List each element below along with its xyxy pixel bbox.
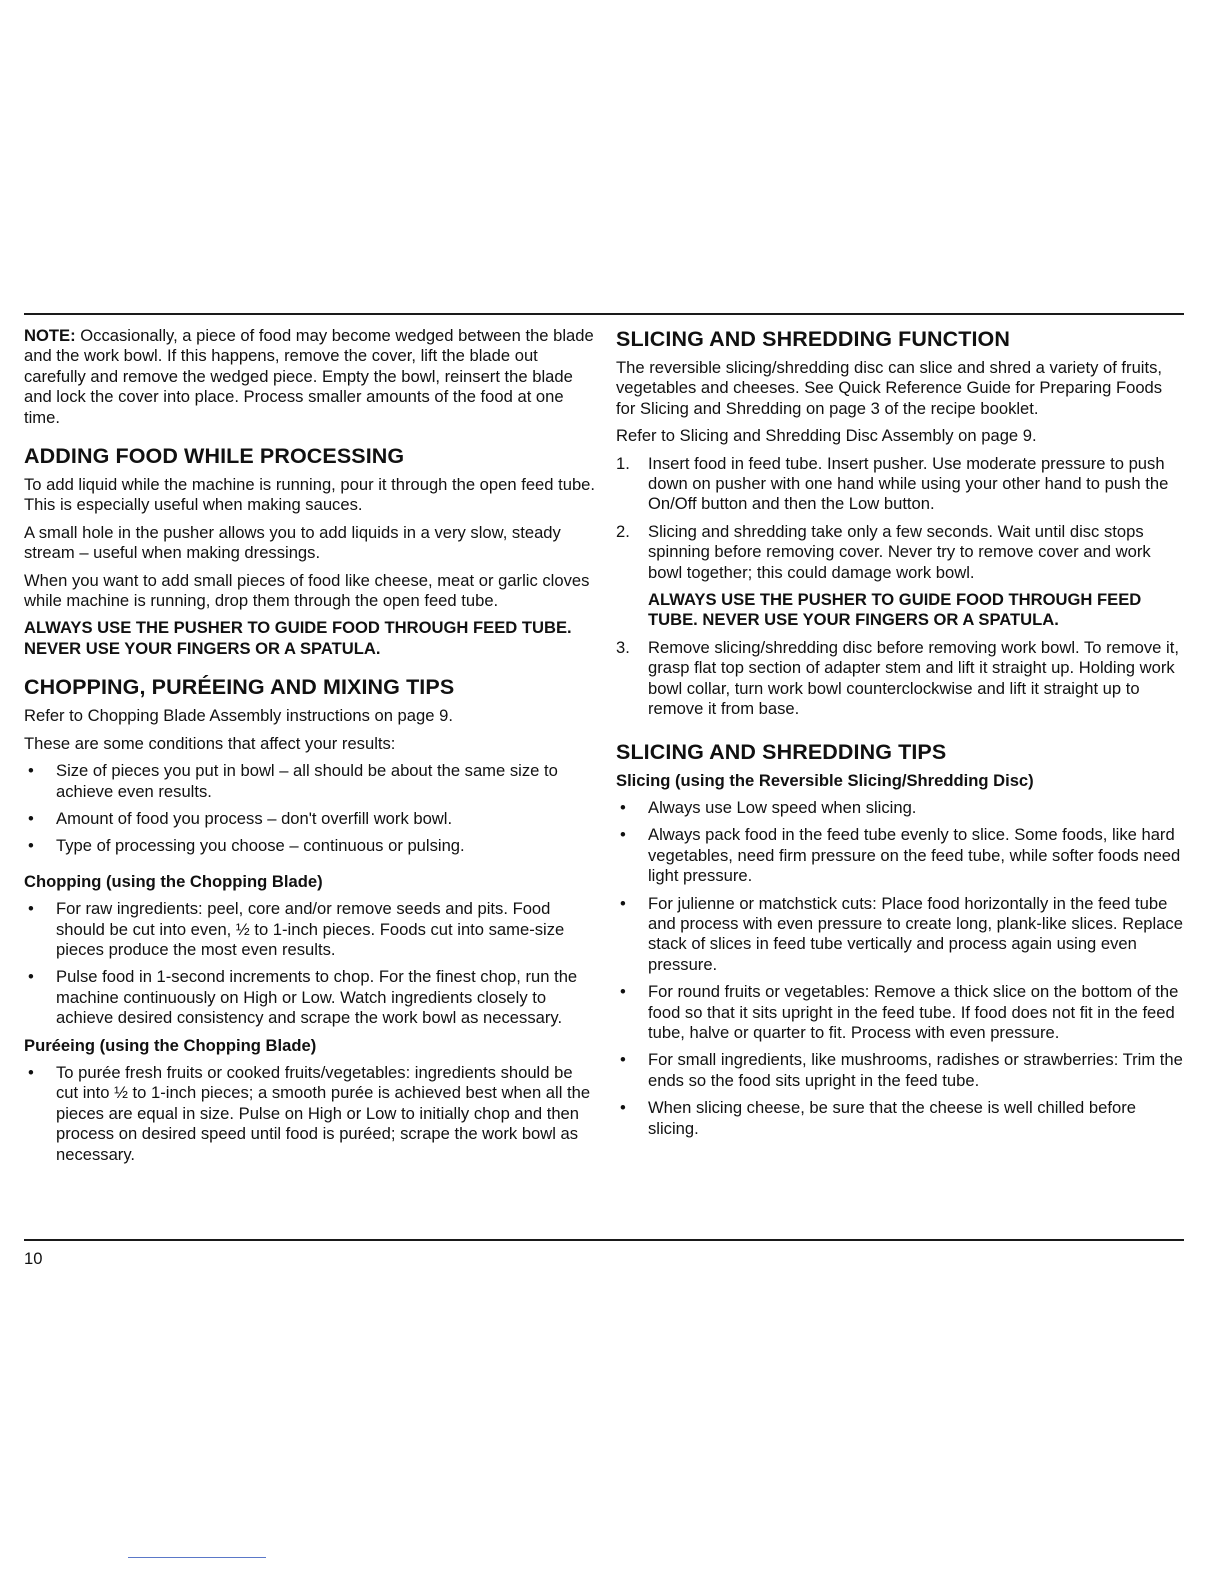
list-item: • For small ingredients, like mushrooms, radishes or strawberries: Trim the ends so the food sits upright in the feed tube. bbox=[620, 1050, 1183, 1090]
adding-paragraph-1: To add liquid while the machine is running, pour it through the open feed tube. This is especially useful when making sauces. bbox=[24, 475, 596, 515]
tips-list bbox=[616, 798, 1186, 1139]
list-item: • Always pack food in the feed tube evenly to slice. Some foods, like hard vegetables, need firm pressure on the feed tube, while softer foods need light pressure. bbox=[620, 825, 1181, 886]
list-item: • For round fruits or vegetables: Remove a thick slice on the bottom of the food so that it sits upright in the feed tube. If food does not fit in the feed tube, halve or quarter to fit. Process with even pressure. bbox=[620, 982, 1179, 1042]
list-item: • Type of processing you choose – continuous or pulsing. bbox=[28, 836, 465, 856]
bullet-icon: • bbox=[28, 967, 34, 987]
adding-paragraph-3: When you want to add small pieces of food like cheese, meat or garlic cloves while machine is running, drop them through the open feed tube. bbox=[24, 570, 590, 611]
bullet-icon: • bbox=[620, 1050, 626, 1070]
list-item: • To purée fresh fruits or cooked fruits/vegetables: ingredients should be cut into ½ to 1-inch pieces; a smooth purée is achieved best when all the pieces are equal in size. Pulse on High or Low to initially chop and then process on desired speed until food is puréed; scrape the work bowl as necessary. bbox=[28, 1062, 591, 1164]
list-item: • Always use Low speed when slicing. bbox=[620, 797, 917, 817]
list-item: • For raw ingredients: peel, core and/or remove seeds and pits. Food should be cut into even, ½ to 1-inch pieces. Foods cut into same-size pieces produce the most even results. bbox=[28, 899, 565, 959]
bullet-icon: • bbox=[28, 1062, 34, 1082]
chopping-list bbox=[24, 899, 596, 1028]
page-number: 10 bbox=[24, 1249, 43, 1268]
bullet-icon: • bbox=[28, 899, 34, 919]
bottom-rule bbox=[24, 1239, 1184, 1241]
left-column bbox=[24, 326, 596, 1172]
chopping-paragraph-1: Refer to Chopping Blade Assembly instructions on page 9. bbox=[24, 706, 453, 726]
bullet-icon: • bbox=[28, 808, 34, 828]
pureeing-list bbox=[24, 1063, 596, 1165]
pureeing-subheading: Puréeing (using the Chopping Blade) bbox=[24, 1035, 317, 1055]
slicing-tips-heading: SLICING AND SHREDDING TIPS bbox=[616, 739, 947, 764]
bullet-icon: • bbox=[620, 825, 626, 845]
list-item: • Size of pieces you put in bowl – all should be about the same size to achieve even results. bbox=[28, 761, 558, 801]
conditions-list bbox=[24, 761, 596, 857]
list-item: 2. Slicing and shredding take only a few seconds. Wait until disc stops spinning before removing cover. Never try to remove cover and work bowl together; this could damage work bowl. ALWAYS USE THE PUSHER TO GUIDE FOOD THROUGH FEED TUBE. NEVER USE YOUR FINGERS OR A SPATULA. bbox=[616, 522, 1186, 631]
step-warning: ALWAYS USE THE PUSHER TO GUIDE FOOD THROUGH FEED TUBE. NEVER USE YOUR FINGERS OR A SPATULA. bbox=[648, 590, 1142, 630]
list-item: • Amount of food you process – don't overfill work bowl. bbox=[28, 808, 453, 828]
list-item: 3. Remove slicing/shredding disc before removing work bowl. To remove it, grasp flat top section of adapter stem and lift it straight up. Holding work bowl collar, turn work bowl counterclockwise and lift it straight up to remove it from base. bbox=[616, 637, 1179, 719]
list-item: • Pulse food in 1-second increments to chop. For the finest chop, run the machine continuously on High or Low. Watch ingredients closely to achieve desired consistency and scrape the work bowl as necessary. bbox=[28, 967, 578, 1028]
function-paragraph-2: Refer to Slicing and Shredding Disc Assembly on page 9. bbox=[616, 426, 1037, 446]
right-column bbox=[616, 326, 1186, 1146]
adding-paragraph-2: A small hole in the pusher allows you to add liquids in a very slow, steady stream – useful when making dressings. bbox=[24, 522, 561, 563]
note-paragraph bbox=[24, 326, 596, 428]
footnote-rule bbox=[128, 1557, 266, 1558]
top-rule bbox=[24, 313, 1184, 315]
chopping-heading: CHOPPING, PURÉEING AND MIXING TIPS bbox=[24, 675, 455, 700]
bullet-icon: • bbox=[28, 761, 34, 781]
adding-warning: ALWAYS USE THE PUSHER TO GUIDE FOOD THROUGH FEED TUBE. NEVER USE YOUR FINGERS OR A SPATULA. bbox=[24, 618, 572, 658]
bullet-icon: • bbox=[28, 836, 34, 856]
step-number: 3. bbox=[616, 637, 630, 657]
step-number: 2. bbox=[616, 521, 630, 541]
list-item: • For julienne or matchstick cuts: Place food horizontally in the feed tube and process with even pressure to create long, plank-like slices. Replace stack of slices in feed tube vertically and process again using even pressure. bbox=[620, 893, 1183, 974]
bullet-icon: • bbox=[620, 797, 626, 817]
note-text: Occasionally, a piece of food may become wedged between the blade and the work bowl. If this happens, remove the cover, lift the blade out carefully and remove the wedged piece. Empty the bowl, reinsert the blade and lock the cover into place. Process smaller amounts of the food at one time. bbox=[24, 326, 594, 427]
steps-list bbox=[616, 454, 1186, 720]
bullet-icon: • bbox=[620, 982, 626, 1002]
note-label: NOTE: bbox=[24, 326, 76, 345]
slicing-function-heading: SLICING AND SHREDDING FUNCTION bbox=[616, 327, 1010, 351]
bullet-icon: • bbox=[620, 1098, 626, 1118]
adding-food-heading: ADDING FOOD WHILE PROCESSING bbox=[24, 444, 405, 469]
list-item: • When slicing cheese, be sure that the cheese is well chilled before slicing. bbox=[620, 1098, 1136, 1138]
list-item: 1. Insert food in feed tube. Insert pusher. Use moderate pressure to push down on pusher with one hand while using your other hand to push the On/Off button and then the Low button. bbox=[616, 453, 1169, 514]
slicing-subheading: Slicing (using the Reversible Slicing/Shredding Disc) bbox=[616, 770, 1034, 790]
chopping-paragraph-2: These are some conditions that affect your results: bbox=[24, 733, 396, 753]
function-paragraph-1: The reversible slicing/shredding disc can slice and shred a variety of fruits, vegetables and cheeses. See Quick Reference Guide for Preparing Foods for Slicing and Shredding on page 3 of the recipe booklet. bbox=[616, 358, 1163, 418]
chopping-subheading: Chopping (using the Chopping Blade) bbox=[24, 871, 323, 891]
step-number: 1. bbox=[616, 453, 630, 473]
bullet-icon: • bbox=[620, 893, 626, 913]
